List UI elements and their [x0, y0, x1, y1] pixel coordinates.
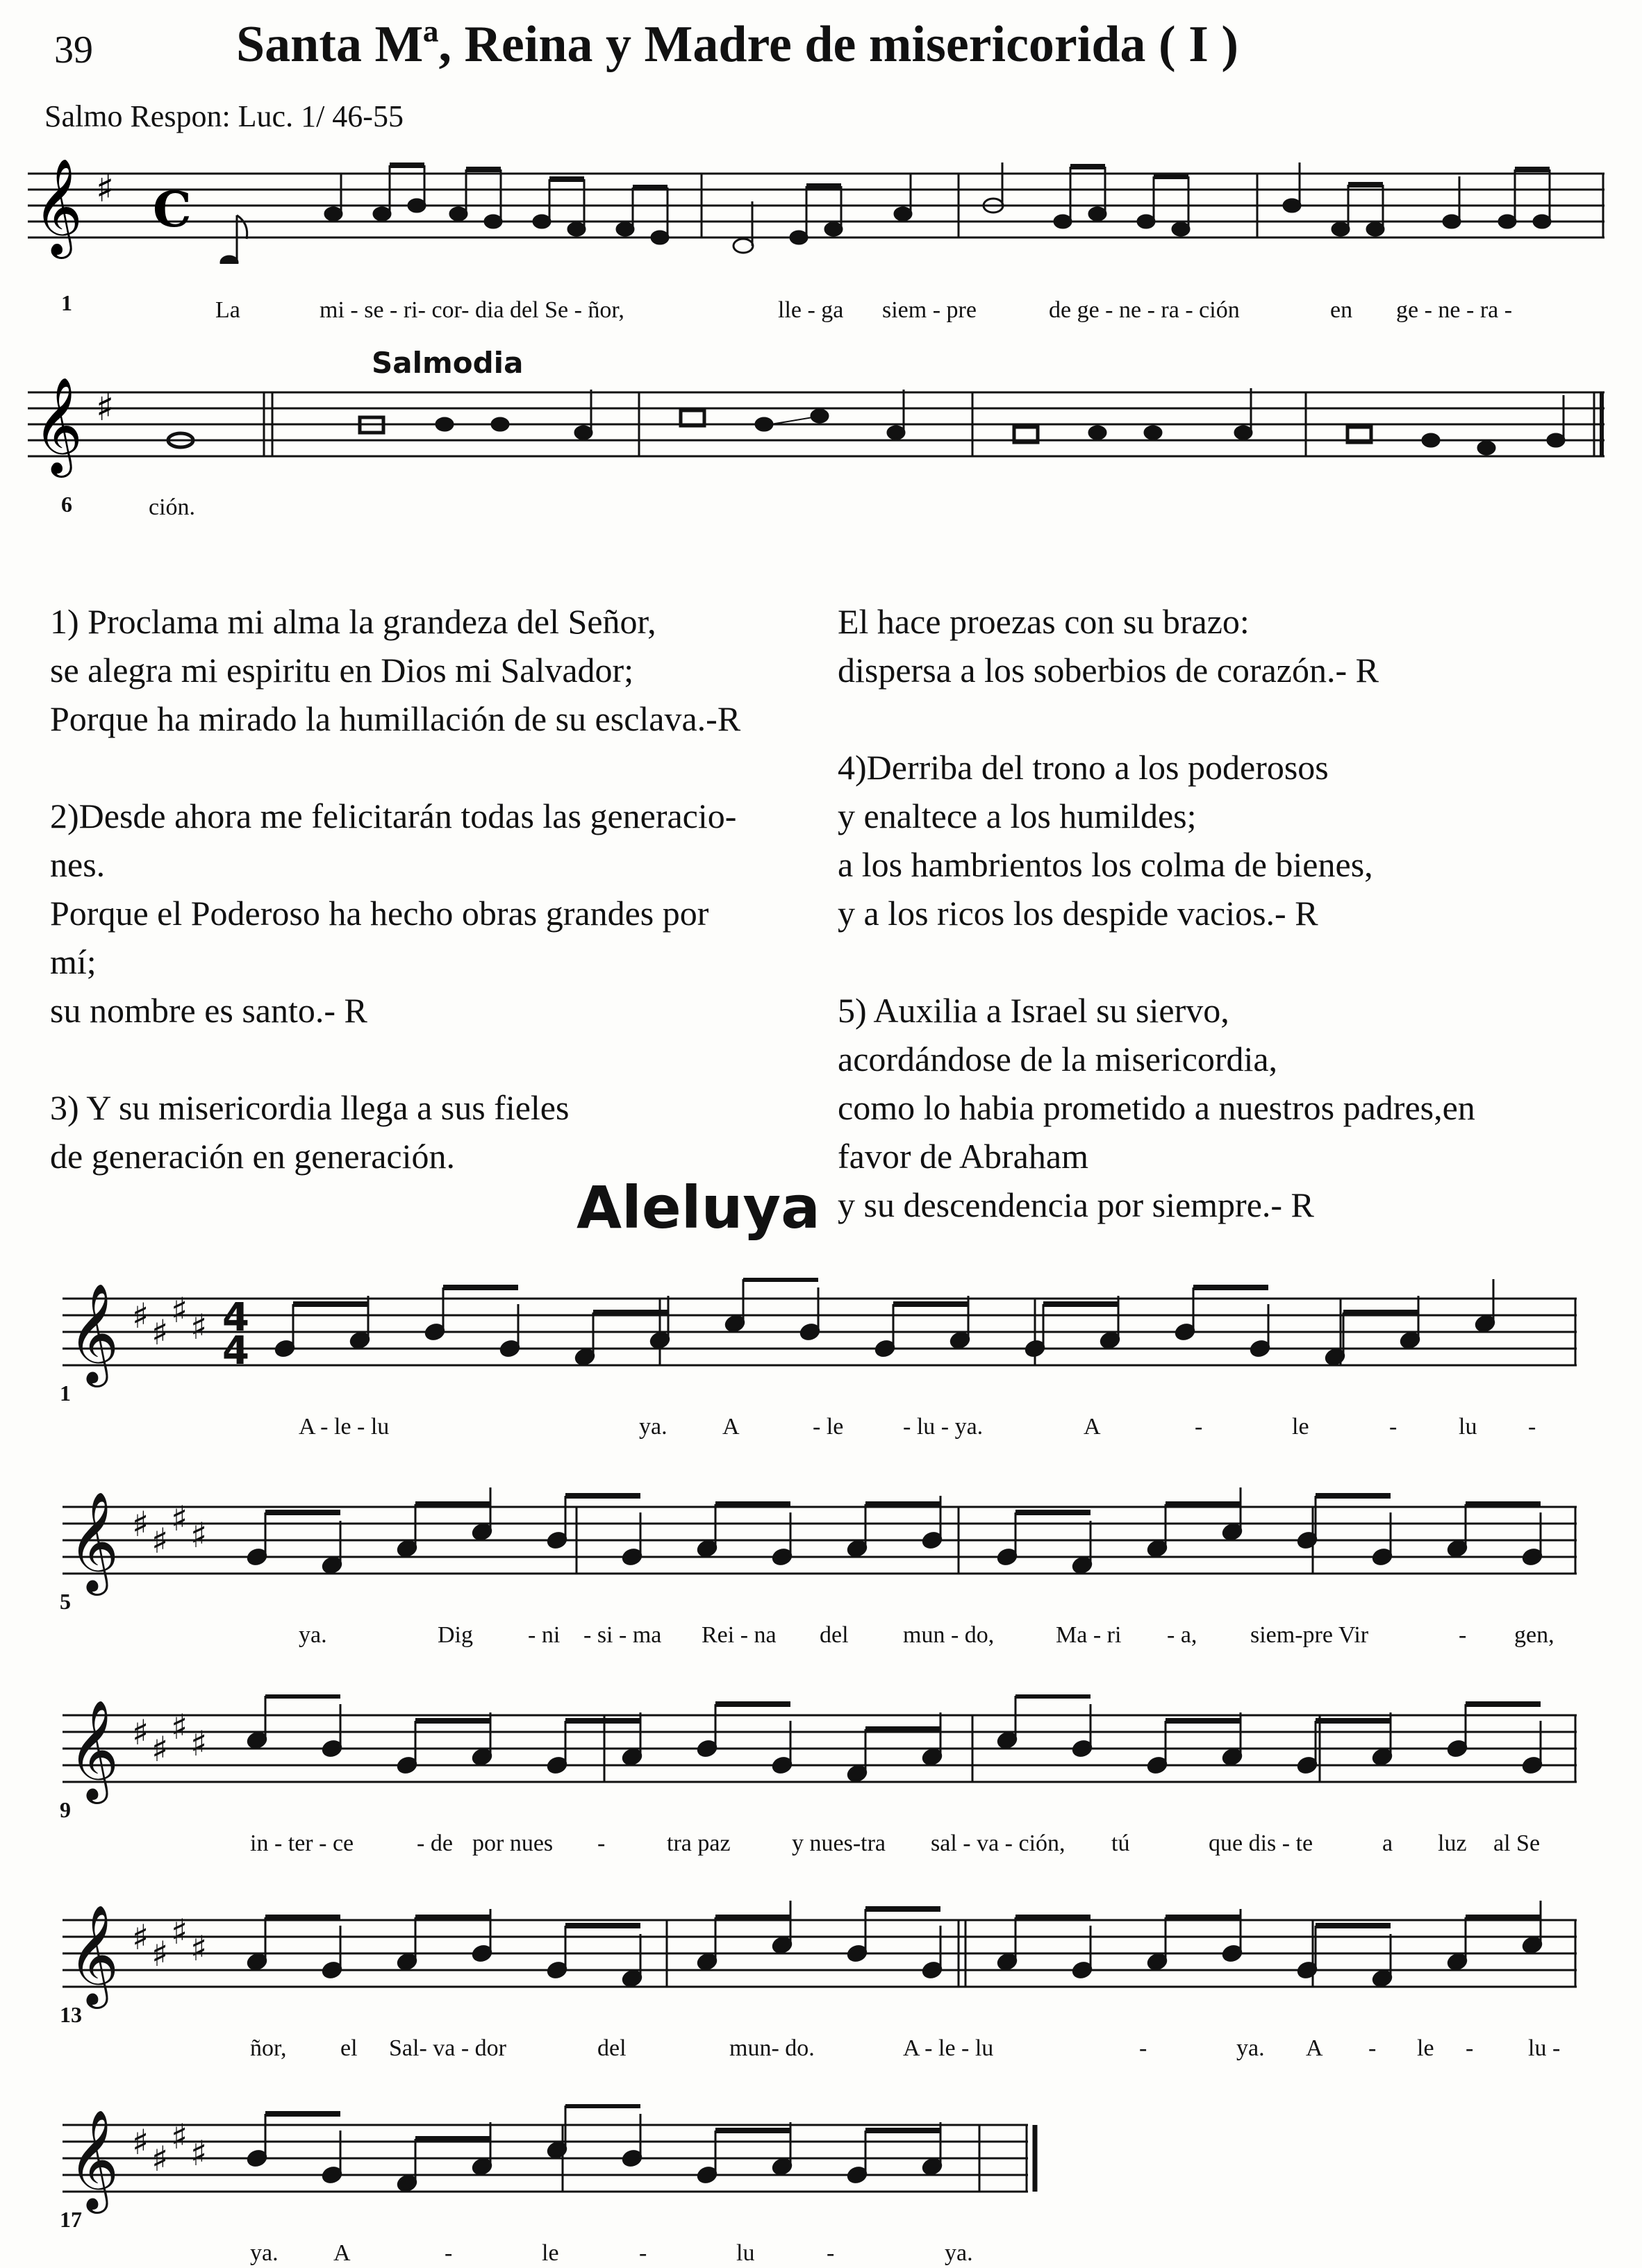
lyric-syllable: del [820, 1622, 849, 1648]
sharp-icon: ♯ [190, 1928, 208, 1969]
sharp-icon: ♯ [96, 167, 115, 210]
measure-number: 5 [60, 1589, 71, 1614]
treble-clef-icon: 𝄞 [68, 1905, 119, 2005]
salmo-staff-2 [28, 378, 1604, 483]
time-signature-bottom: 4 [222, 1328, 249, 1374]
lyric-syllable: al Se [1493, 1831, 1541, 1856]
lyric-syllable: le [1292, 1414, 1309, 1440]
svg-text:𝄞: 𝄞 [33, 378, 83, 474]
lyric-syllable: le [542, 2240, 559, 2266]
lyric-syllable: - [445, 2240, 453, 2266]
sharp-icon: ♯ [190, 1307, 208, 1347]
lyric-syllable: y nues-tra [792, 1831, 886, 1856]
salmo-staff-1 [28, 160, 1604, 264]
lyric-syllable: A [333, 2240, 351, 2266]
lyric-syllable: in - ter - ce [250, 1831, 354, 1856]
page-title: Santa Mª, Reina y Madre de misericorida ( I ) [236, 16, 1239, 73]
lyric-syllable: A [1084, 1414, 1101, 1440]
sharp-icon: ♯ [132, 1712, 149, 1753]
aleluya-lyrics-5 [0, 2240, 1642, 2268]
lyric-syllable: Dig [438, 1622, 473, 1648]
lyric-syllable: - lu - ya. [903, 1414, 984, 1440]
lyric-syllable: le [1417, 2035, 1434, 2061]
lyric-syllable: - si - ma [583, 1622, 662, 1648]
verses-right-column [838, 597, 1616, 1229]
lyric-syllable: - de [417, 1831, 453, 1856]
lyric-syllable: mun - do, [903, 1622, 995, 1648]
lyric-syllable: - [1195, 1414, 1203, 1440]
aleluya-lyrics-4 [0, 2035, 1642, 2063]
lyric-syllable: A [722, 1414, 740, 1440]
treble-clef-icon: 𝄞 [68, 2110, 119, 2210]
lyric-syllable: - le [813, 1414, 844, 1440]
lyric-syllable: lu - [1528, 2035, 1561, 2061]
treble-clef-icon: 𝄞 [68, 1492, 119, 1592]
lyric-syllable: - [597, 1831, 606, 1856]
sharp-icon: ♯ [190, 2133, 208, 2174]
sharp-icon: ♯ [171, 1290, 188, 1331]
lyric-syllable: gen, [1514, 1622, 1554, 1648]
lyric-syllable: del [597, 2035, 627, 2061]
verse-3-continued: El hace proezas con su brazo: dispersa a los soberbios de corazón.- R [838, 602, 1379, 690]
salmo-lyrics-1: La mi - se - ri- cor- dia del Se - ñor, lle - ga siem - pre de ge - ne - ra - ción en ge - ne - ra - [215, 297, 1513, 323]
lyric-syllable: por nues [472, 1831, 554, 1856]
lyric-syllable: Ma - ri [1056, 1622, 1122, 1648]
lyric-syllable: - [827, 2240, 835, 2266]
lyric-syllable: ya. [299, 1622, 327, 1648]
lyric-syllable: - [1466, 2035, 1474, 2061]
notes-group [325, 162, 1550, 253]
aleluya-staff-3 [63, 1694, 1639, 1812]
lyric-syllable: A - le - lu [299, 1414, 390, 1440]
lyric-syllable: tú [1111, 1831, 1130, 1856]
aleluya-staff-2 [63, 1486, 1639, 1604]
lyric-syllable: tra paz [667, 1831, 731, 1856]
sharp-icon: ♯ [132, 2122, 149, 2162]
measure-number: 1 [61, 290, 72, 315]
lyric-syllable: ya. [945, 2240, 973, 2266]
lyric-syllable: ya. [1236, 2035, 1265, 2061]
salmo-lyrics-2: ción. [149, 494, 196, 520]
treble-clef-icon: 𝄞 [33, 160, 83, 255]
sharp-icon: ♯ [151, 1934, 169, 1974]
sharp-icon: ♯ [171, 1499, 188, 1539]
measure-number: 17 [60, 2207, 82, 2232]
verse-4: 4)Derriba del trono a los poderosos y enaltece a los humildes; a los hambrientos los colma de bienes, y a los ricos los despide vacios.- R [838, 748, 1373, 933]
treble-clef-icon: 𝄞 [68, 1283, 119, 1383]
sharp-icon: ♯ [171, 2117, 188, 2157]
lyric-syllable: - [1389, 1414, 1398, 1440]
aleluya-staff-1 [63, 1278, 1639, 1396]
aleluya-lyrics-3 [0, 1831, 1642, 1858]
psalm-reference: Salmo Respon: Luc. 1/ 46-55 [44, 99, 404, 133]
lyric-syllable: - [1139, 2035, 1147, 2061]
sharp-icon: ♯ [171, 1912, 188, 1952]
lyric-syllable: sal - va - ción, [931, 1831, 1065, 1856]
lyric-syllable: Rei - na [702, 1622, 777, 1648]
lyric-syllable: que dis - te [1209, 1831, 1313, 1856]
page-number: 39 [54, 28, 93, 72]
sharp-icon: ♯ [190, 1724, 208, 1764]
lyric-syllable: - [1368, 2035, 1377, 2061]
measure-number: 9 [60, 1797, 71, 1822]
lyric-syllable: - ni [528, 1622, 561, 1648]
lyric-syllable: ya. [639, 1414, 667, 1440]
lyric-syllable: - a, [1167, 1622, 1197, 1648]
verse-3: 3) Y su misericordia llega a sus fieles de generación en generación. [50, 1088, 570, 1176]
aleluya-lyrics-1 [0, 1414, 1642, 1442]
measure-number: 6 [61, 492, 72, 517]
sharp-icon: ♯ [151, 1729, 169, 1769]
lyric-syllable: lu [1459, 1414, 1477, 1440]
measure-number: 1 [60, 1381, 71, 1406]
lyric-syllable: A - le - lu [903, 2035, 994, 2061]
sharp-icon: ♯ [151, 1521, 169, 1561]
sharp-icon: ♯ [132, 1504, 149, 1544]
aleluya-staff-4 [63, 1899, 1639, 2017]
verse-5: 5) Auxilia a Israel su siervo, acordándose de la misericordia, como lo habia prometido a nuestros padres,en favor de Abraham y su descendencia por siempre.- R [838, 991, 1475, 1224]
common-time-icon: C [153, 181, 192, 238]
time-signature-top: 4 [222, 1295, 249, 1340]
sharp-icon: ♯ [132, 1296, 149, 1336]
svg-text:♯: ♯ [96, 385, 115, 429]
sharp-icon: ♯ [132, 1917, 149, 1958]
aleluya-staff-5 [63, 2104, 1090, 2222]
sharp-icon: ♯ [171, 1707, 188, 1747]
lyric-syllable: - [639, 2240, 647, 2266]
lyric-syllable: mun- do. [729, 2035, 815, 2061]
sharp-icon: ♯ [190, 1515, 208, 1556]
lyric-syllable: siem-pre Vir [1250, 1622, 1369, 1648]
measure-number: 13 [60, 2002, 82, 2027]
verse-1: 1) Proclama mi alma la grandeza del Señor, se alegra mi espiritu en Dios mi Salvador; Porque ha mirado la humillación de su esclava.-R [50, 602, 741, 738]
sharp-icon: ♯ [151, 1312, 169, 1353]
sharp-icon: ♯ [151, 2139, 169, 2179]
treble-clef-icon: 𝄞 [68, 1700, 119, 1800]
verse-2: 2)Desde ahora me felicitarán todas las generacio- nes. Porque el Poderoso ha hecho obras grandes por mí; su nombre es santo.- R [50, 797, 737, 1030]
lyric-syllable: luz [1438, 1831, 1467, 1856]
lyric-syllable: lu [736, 2240, 755, 2266]
lyric-syllable: - [1528, 1414, 1536, 1440]
lyric-syllable: el [340, 2035, 358, 2061]
lyric-syllable: - [1459, 1622, 1467, 1648]
lyric-syllable: a [1382, 1831, 1393, 1856]
verses-left-column [50, 597, 828, 1181]
lyric-syllable: ya. [250, 2240, 279, 2266]
lyric-syllable: Sal- va - dor [389, 2035, 507, 2061]
salmodia-label: Salmodia [372, 346, 524, 380]
lyric-syllable: A [1306, 2035, 1323, 2061]
lyric-syllable: ñor, [250, 2035, 287, 2061]
aleluya-lyrics-2 [0, 1622, 1642, 1650]
aleluya-heading: Aleluya [577, 1174, 820, 1242]
